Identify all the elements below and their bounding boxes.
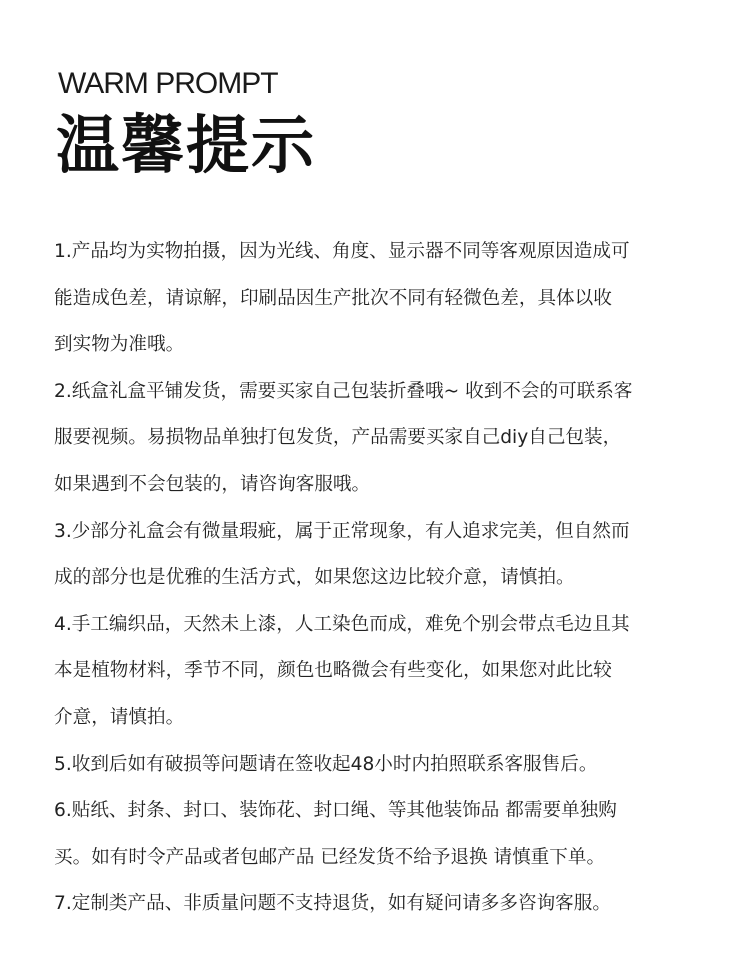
notice-line: 成的部分也是优雅的生活方式，如果您这边比较介意，请慎拍。 <box>54 567 575 589</box>
notice-line: 7.定制类产品、非质量问题不支持退货，如有疑问请多多咨询客服。 <box>54 893 611 915</box>
notice-line: 介意，请慎拍。 <box>54 706 185 728</box>
eyebrow-heading: WARM PROMPT <box>58 67 278 100</box>
notice-line: 本是植物材料，季节不同，颜色也略微会有些变化，如果您对此比较 <box>54 660 612 682</box>
notice-line: 6.贴纸、封条、封口、装饰花、封口绳、等其他装饰品 都需要单独购 <box>54 800 617 822</box>
page-title: 温馨提示 <box>56 108 316 182</box>
notice-body <box>54 229 714 928</box>
notice-line: 4.手工编织品，天然未上漆，人工染色而成，难免个别会带点毛边且其 <box>54 613 630 635</box>
notice-line: 到实物为准哦。 <box>54 334 185 356</box>
notice-line: 能造成色差，请谅解，印刷品因生产批次不同有轻微色差，具体以收 <box>54 287 612 309</box>
notice-line: 服要视频。易损物品单独打包发货，产品需要买家自己diy自己包装， <box>54 427 622 449</box>
notice-line: 如果遇到不会包装的，请咨询客服哦。 <box>54 473 371 495</box>
notice-line: 1.产品均为实物拍摄，因为光线、角度、显示器不同等客观原因造成可 <box>54 241 630 262</box>
notice-line: 2.纸盒礼盒平铺发货，需要买家自己包装折叠哦~ 收到不会的可联系客 <box>54 380 633 402</box>
notice-line: 买。如有时令产品或者包邮产品 已经发货不给予退换 请慎重下单。 <box>54 846 606 868</box>
notice-line: 5.收到后如有破损等问题请在签收起48小时内拍照联系客服售后。 <box>54 753 598 775</box>
notice-line: 3.少部分礼盒会有微量瑕疵，属于正常现象，有人追求完美，但自然而 <box>54 520 630 542</box>
